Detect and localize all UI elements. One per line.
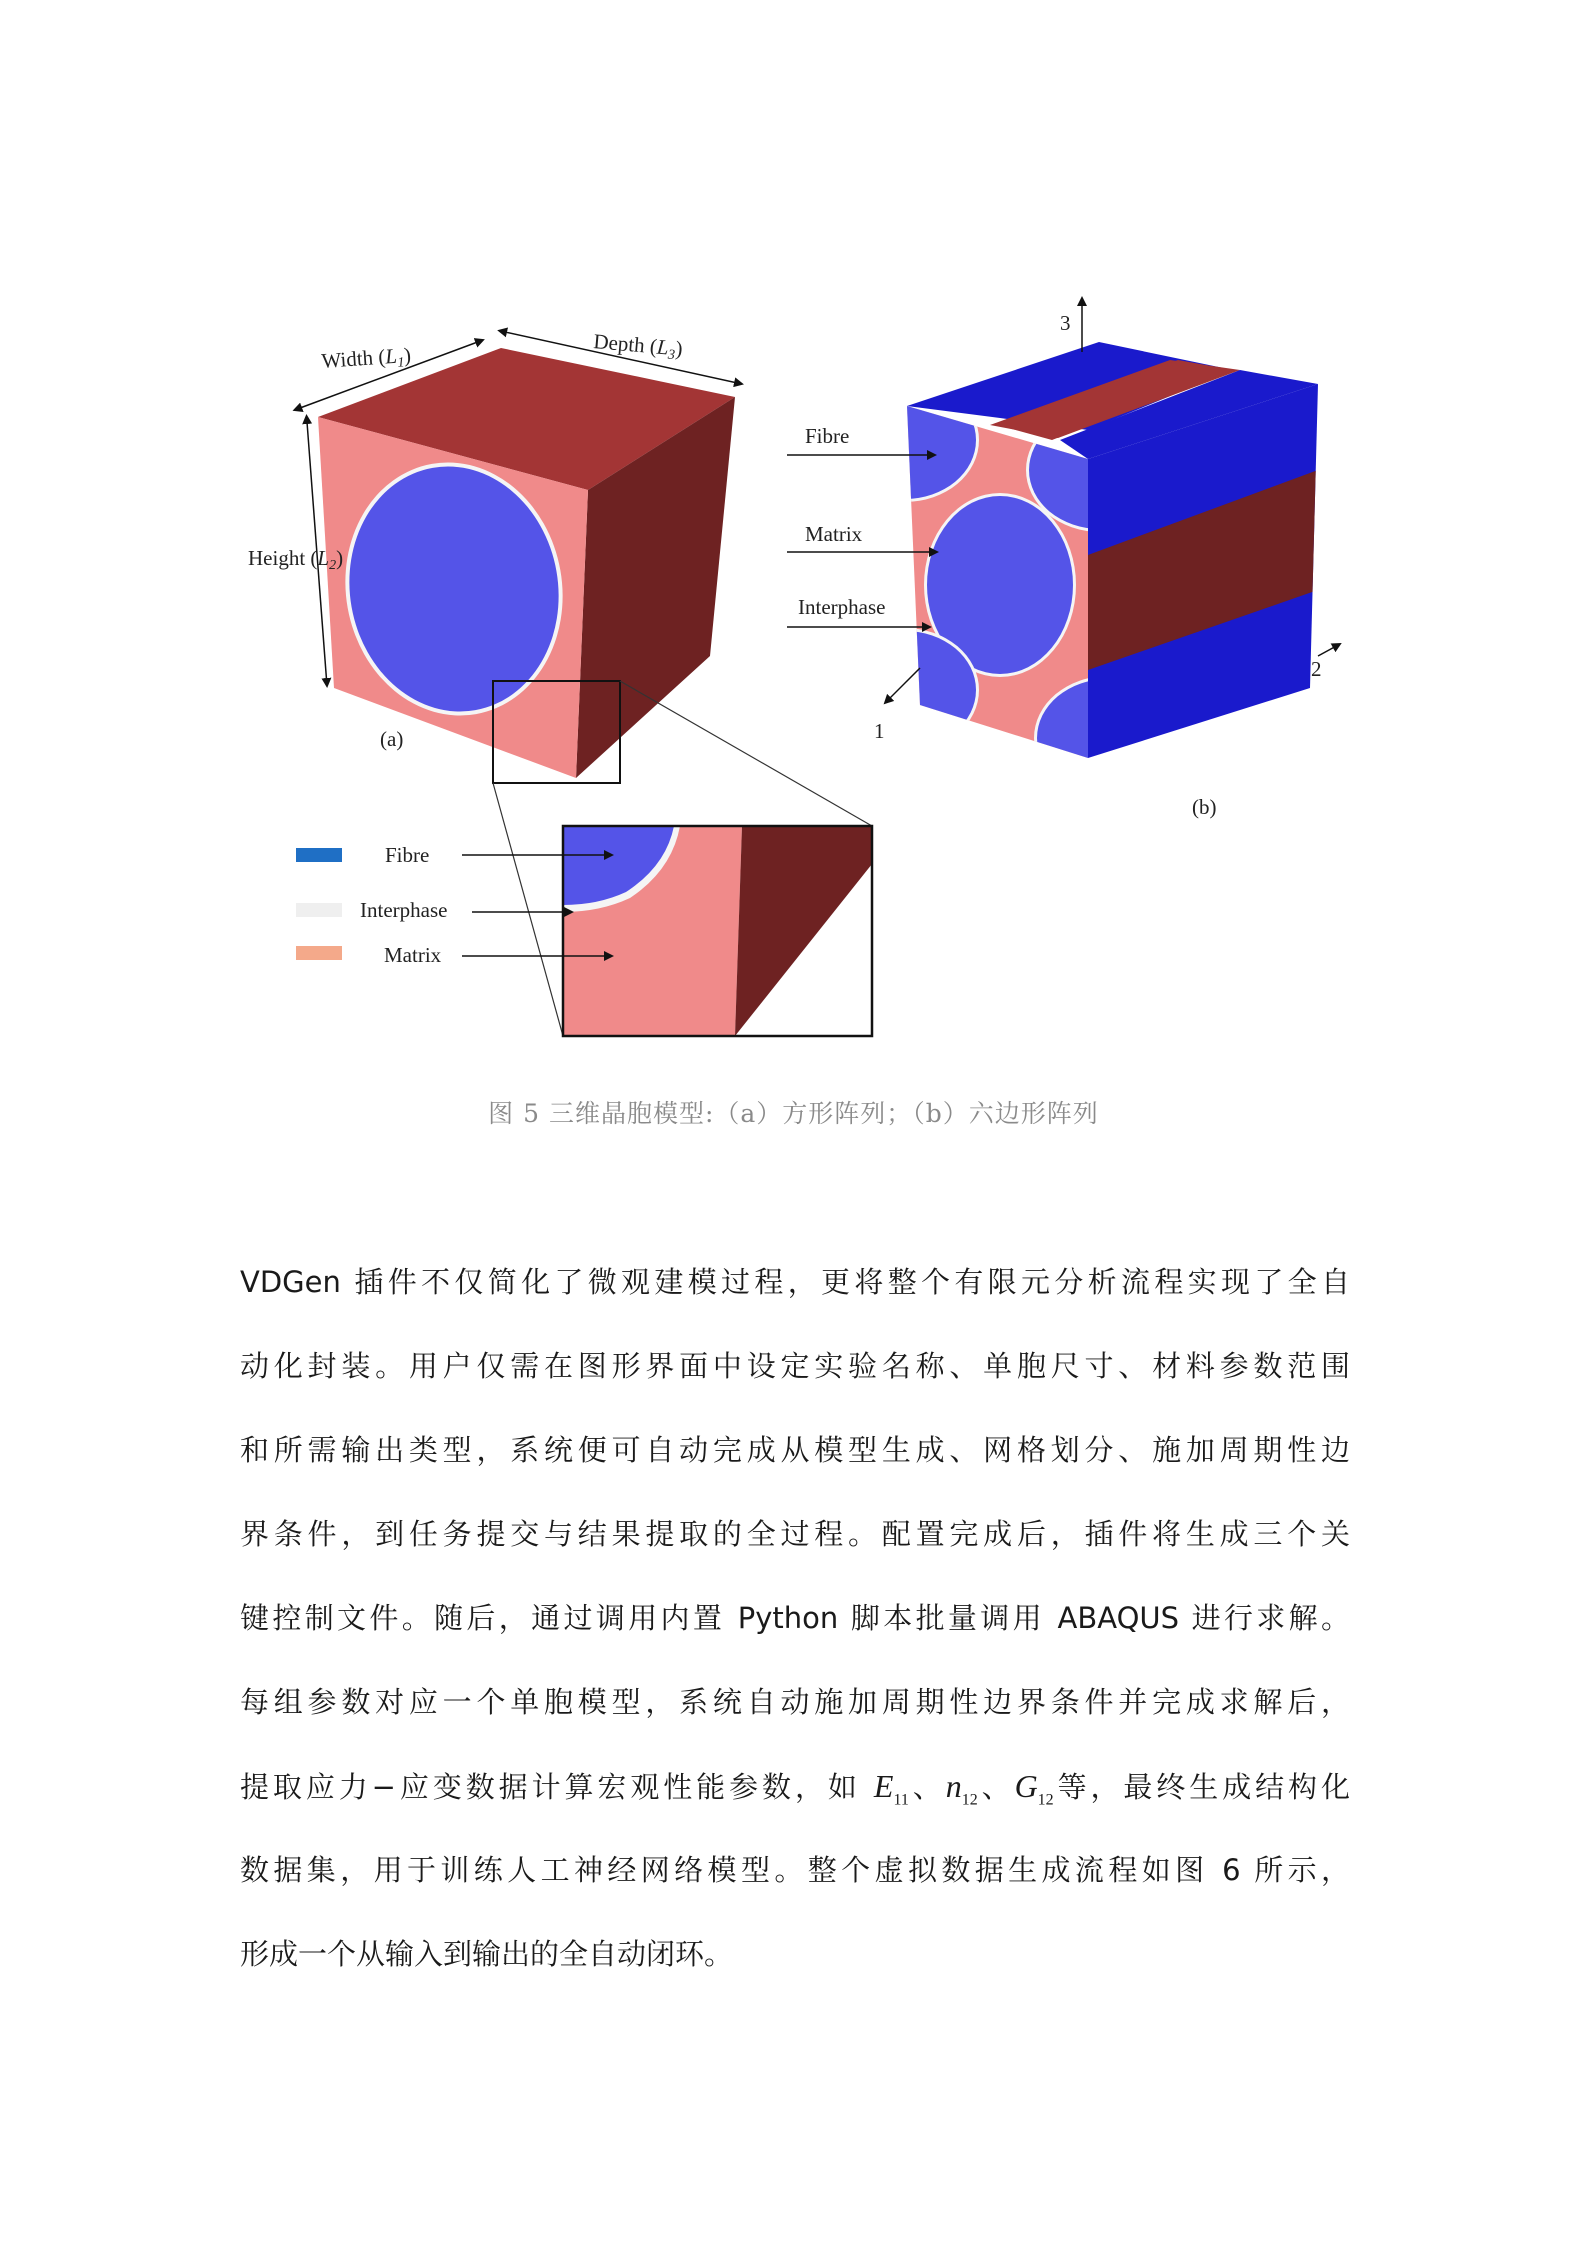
panel-b-label: (b)	[1192, 795, 1217, 819]
axis-3-label: 3	[1060, 311, 1071, 335]
axis-1-label: 1	[874, 719, 885, 743]
legend-matrix-label: Matrix	[384, 943, 442, 967]
figure-3d-unit-cell-models	[0, 0, 1587, 1080]
depth-label: Depth (L3)	[592, 329, 684, 364]
paragraph-line-8: 数据集，用于训练人工神经网络模型。整个虚拟数据生成流程如图 6 所示，	[240, 1853, 1350, 1887]
paragraph-line-2: 动化封装。用户仅需在图形界面中设定实验名称、单胞尺寸、材料参数范围	[240, 1349, 1350, 1383]
legend-fibre-label: Fibre	[385, 843, 430, 867]
width-label: Width (L1)	[320, 342, 412, 373]
symbol-g12: $G_{12}$	[1014, 1768, 1054, 1809]
cube-square-array	[318, 348, 735, 778]
panel-b-matrix-label: Matrix	[805, 522, 863, 546]
symbol-e11: $E_{11}$	[873, 1768, 909, 1809]
paragraph-line-3: 和所需输出类型，系统便可自动完成从模型生成、网格划分、施加周期性边	[240, 1433, 1350, 1467]
panel-b-interphase-label: Interphase	[798, 595, 886, 619]
cube-hexagonal-array	[831, 342, 1330, 800]
axis-2-label: 2	[1311, 657, 1322, 681]
body-paragraph	[240, 1240, 1350, 1996]
paragraph-line-5: 键控制文件。随后，通过调用内置 Python 脚本批量调用 ABAQUS 进行求解。	[240, 1601, 1350, 1635]
legend-interphase-label: Interphase	[360, 898, 448, 922]
zoom-inset	[563, 826, 872, 1036]
paragraph-line-4: 界条件，到任务提交与结果提取的全过程。配置完成后，插件将生成三个关	[240, 1517, 1350, 1551]
height-label: Height (L2)	[248, 546, 344, 573]
panel-b-fibre-label: Fibre	[805, 424, 850, 448]
paragraph-line-7: 提取应力−应变数据计算宏观性能参数，如 $E_{11}$、$n_{12}$、$G_{12}$等，最终生成结构化	[240, 1768, 1350, 1809]
paragraph-line-6: 每组参数对应一个单胞模型，系统自动施加周期性边界条件并完成求解后，	[240, 1685, 1350, 1719]
paragraph-line-9: 形成一个从输入到输出的全自动闭环。	[240, 1937, 734, 1971]
axis-1-arrow	[885, 668, 920, 703]
legend-matrix-swatch	[296, 946, 342, 960]
legend-interphase-swatch	[296, 903, 342, 917]
zoom-connector-bottom	[493, 783, 563, 1036]
axis-2-arrow	[1318, 644, 1340, 656]
paragraph-line-1: VDGen 插件不仅简化了微观建模过程，更将整个有限元分析流程实现了全自	[240, 1265, 1350, 1299]
legend-fibre-swatch	[296, 848, 342, 862]
figure-caption: 图 5 三维晶胞模型:（a）方形阵列；（b）六边形阵列	[488, 1099, 1099, 1128]
panel-a-label: (a)	[380, 727, 404, 751]
zoom-connector-top	[620, 681, 872, 826]
symbol-n12: $n_{12}$	[945, 1768, 978, 1809]
